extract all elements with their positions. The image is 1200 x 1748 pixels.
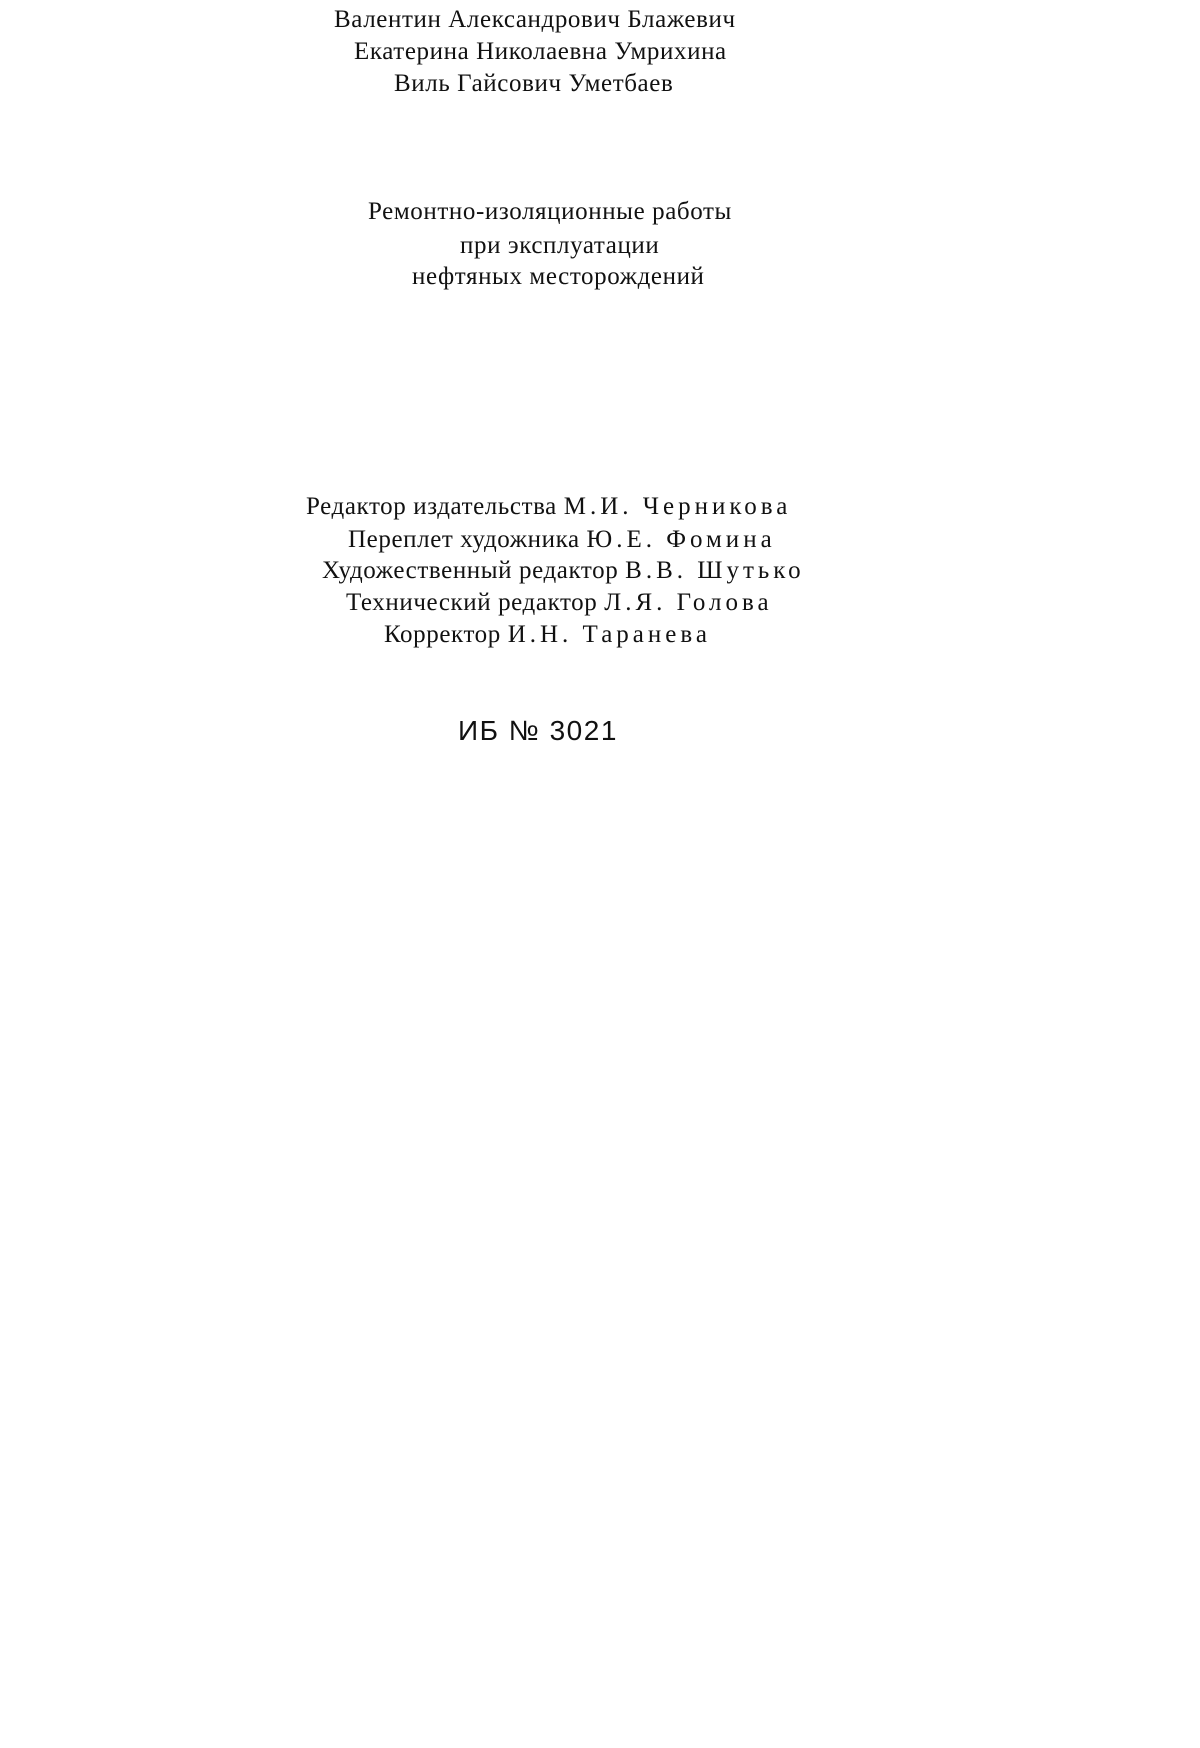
credit-line <box>346 590 773 615</box>
credit-name: Л.Я. Голова <box>604 589 773 616</box>
author-name: Валентин Александрович Блажевич <box>334 6 736 33</box>
title-line: Ремонтно-изоляционные работы <box>368 198 732 225</box>
credit-line <box>348 527 776 552</box>
credit-role: Переплет художника <box>348 526 580 553</box>
author-name: Виль Гайсович Уметбаев <box>394 70 674 97</box>
credit-name: И.Н. Таранева <box>507 621 711 648</box>
credit-line <box>306 494 791 519</box>
credit-role: Технический редактор <box>346 589 598 616</box>
credit-line <box>384 622 711 647</box>
author-name: Екатерина Николаевна Умрихина <box>354 38 727 65</box>
credit-line <box>322 558 805 583</box>
ib-number: ИБ № 3021 <box>458 715 618 746</box>
title-line: при эксплуатации <box>460 232 660 259</box>
title-line: нефтяных месторождений <box>412 263 705 290</box>
credit-role: Художественный редактор <box>322 557 619 584</box>
credit-role: Корректор <box>384 621 501 648</box>
credit-name: В.В. Шутько <box>625 557 805 584</box>
credit-name: Ю.Е. Фомина <box>586 526 776 553</box>
credit-role: Редактор издательства <box>306 493 557 520</box>
credit-name: М.И. Черникова <box>563 493 792 520</box>
